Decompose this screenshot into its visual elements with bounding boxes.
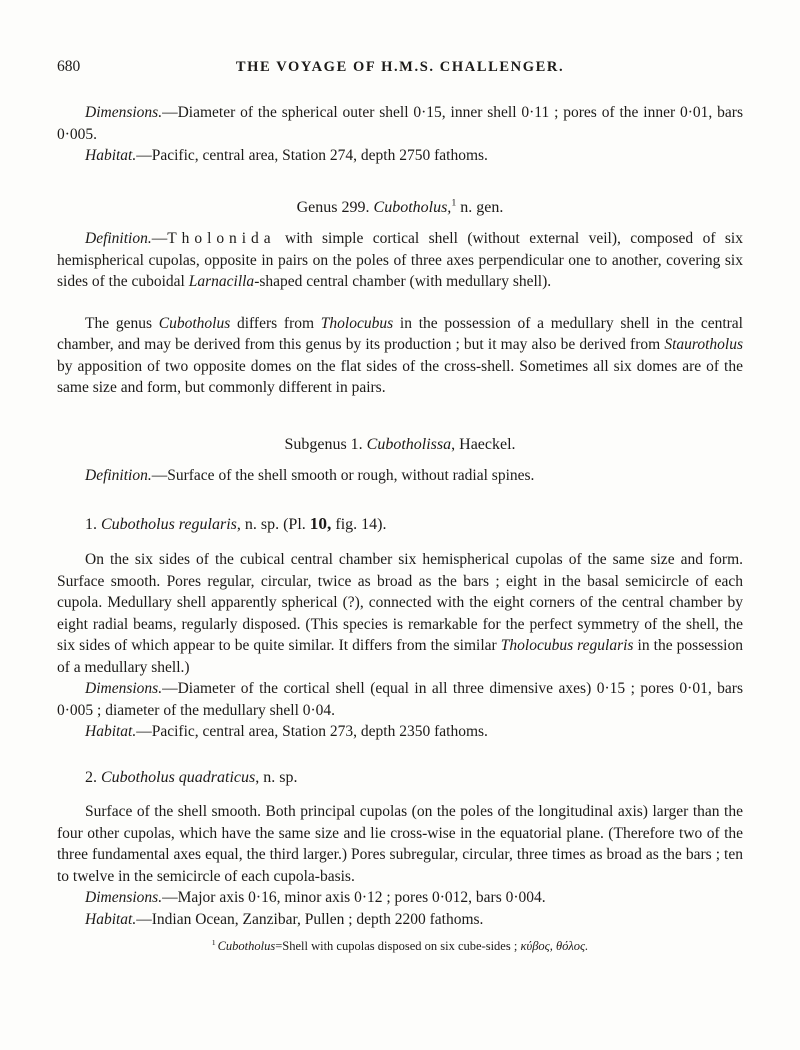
text-segment: =Shell with cupolas disposed on six cube-sides ;: [275, 939, 521, 953]
text-segment: Cubotholissa: [366, 435, 452, 453]
text-segment: Cubotholus regularis: [101, 515, 237, 533]
paragraph-dimensions-outer-shell: [57, 102, 743, 145]
paragraph-definition-subgenus: [57, 465, 743, 487]
heading-species-2: [57, 767, 743, 789]
paragraph-habitat-zanzibar: [57, 909, 743, 931]
text-segment: , n. sp. (Pl.: [236, 515, 310, 533]
text-segment: —Indian Ocean, Zanzibar, Pullen ; depth 2200 fathoms.: [136, 910, 484, 928]
text-segment: 1.: [85, 515, 101, 533]
text-segment: Staurotholus: [664, 336, 743, 353]
text-segment: in the possession of a medullary shell.): [57, 637, 743, 676]
text-segment: Cubotholus: [217, 939, 276, 953]
heading-subgenus-1: [57, 434, 743, 456]
text-segment: n. gen.: [456, 198, 504, 216]
text-segment: —Surface of the shell smooth or rough, without radial spines.: [151, 467, 535, 484]
text-segment: Tholocubus: [320, 314, 394, 332]
text-segment: Habitat.: [85, 723, 137, 740]
text-segment: Dimensions.: [85, 104, 163, 121]
text-segment: On the six sides of the cubical central chamber six hemispherical cupolas of the same size and form. Surface smooth. Pores regular, circular, twice as broad as the bars ; eight in the basal semicircle of each cupola. Medullary shell apparently spherical (?), connected with the eight corners of the central chamber by eight radial beams, regularly disposed. (This species is remarkable for the perfect symmetry of the shell, the six sides of which appear to be quite similar. It differs from the similar: [57, 551, 743, 654]
text-segment: differs from: [230, 314, 321, 332]
text-segment: —: [151, 230, 168, 247]
text-segment: 2.: [85, 768, 101, 786]
text-segment: Genus 299.: [296, 198, 374, 216]
running-title: THE VOYAGE OF H.M.S. CHALLENGER.: [235, 59, 565, 75]
text-segment: -shaped central chamber (with medullary shell).: [254, 273, 552, 290]
page-header: [57, 58, 743, 78]
heading-species-1: [57, 513, 743, 536]
paragraph-habitat-station-273: [57, 721, 743, 743]
text-segment: Dimensions.: [85, 680, 163, 697]
text-segment: , Haeckel.: [451, 435, 516, 453]
text-segment: 1: [211, 937, 218, 947]
text-segment: Surface of the shell smooth. Both principal cupolas (on the poles of the longitudinal axis) larger than the four other cupolas, which have the same size and lie cross-wise in the equatorial plane. (Therefore two of the three fundamental axes equal, the third larger.) Pores subregular, circular, three times as broad as the bars ; ten to twelve in the semicircle of each cupola-basis.: [57, 803, 743, 885]
text-segment: , n. sp.: [255, 768, 298, 786]
text-segment: —Pacific, central area, Station 274, depth 2750 fathoms.: [136, 147, 488, 164]
text-segment: 1: [451, 197, 457, 209]
text-segment: Cubotholus,: [373, 198, 452, 216]
paragraph-species-1-description: [57, 549, 743, 678]
text-segment: The genus: [85, 314, 159, 332]
paragraph-dimensions-species-2: [57, 887, 743, 909]
text-segment: Cubotholus quadraticus: [101, 768, 256, 786]
text-segment: —Diameter of the cortical shell (equal in all three dimensive axes) 0·15 ; pores 0·01, bars 0·005 ; diameter of the medullary shell 0·04.: [57, 680, 743, 719]
text-segment: Definition.: [85, 467, 152, 484]
text-segment: Tholocubus regularis: [500, 637, 634, 654]
text-segment: Habitat.: [85, 147, 137, 164]
footnote-cubotholus-etymology: [57, 938, 743, 954]
text-segment: Dimensions.: [85, 889, 163, 906]
page-number: 680: [57, 58, 81, 75]
paragraph-genus-remarks: [57, 313, 743, 399]
text-segment: by apposition of two opposite domes on the flat sides of the cross-shell. Sometimes all six domes are of the same size and form, but commonly different in pairs.: [57, 357, 743, 396]
text-segment: 10,: [309, 513, 332, 533]
paragraph-species-2-description: [57, 801, 743, 887]
text-segment: —Major axis 0·16, minor axis 0·12 ; pores 0·012, bars 0·004.: [162, 889, 546, 906]
paragraph-dimensions-species-1: [57, 678, 743, 721]
text-segment: Definition.: [85, 230, 152, 247]
text-segment: κύβος, θόλος.: [520, 939, 589, 953]
text-segment: —Diameter of the spherical outer shell 0·15, inner shell 0·11 ; pores of the inner 0·01, bars 0·005.: [57, 104, 743, 143]
text-segment: Cubotholus: [158, 314, 231, 332]
text-segment: —Pacific, central area, Station 273, depth 2350 fathoms.: [136, 723, 488, 740]
text-segment: Habitat.: [85, 910, 137, 928]
text-segment: with simple cortical shell (without external veil), composed of six hemispherical cupolas, opposite in pairs on the poles of three axes perpendicular one to another, covering six sides of the cuboidal: [57, 230, 743, 290]
paragraph-habitat-station-274: [57, 145, 743, 167]
text-segment: fig. 14).: [331, 515, 387, 533]
text-segment: Subgenus 1.: [284, 435, 367, 453]
text-segment: Tholonida: [167, 230, 276, 247]
text-segment: in the possession of a medullary shell in the central chamber, and may be derived from this genus by its production ; but it may also be derived from: [57, 314, 743, 353]
text-segment: Larnacilla: [188, 273, 255, 290]
paragraph-definition-genus: [57, 228, 743, 293]
heading-genus-299: [57, 197, 743, 219]
